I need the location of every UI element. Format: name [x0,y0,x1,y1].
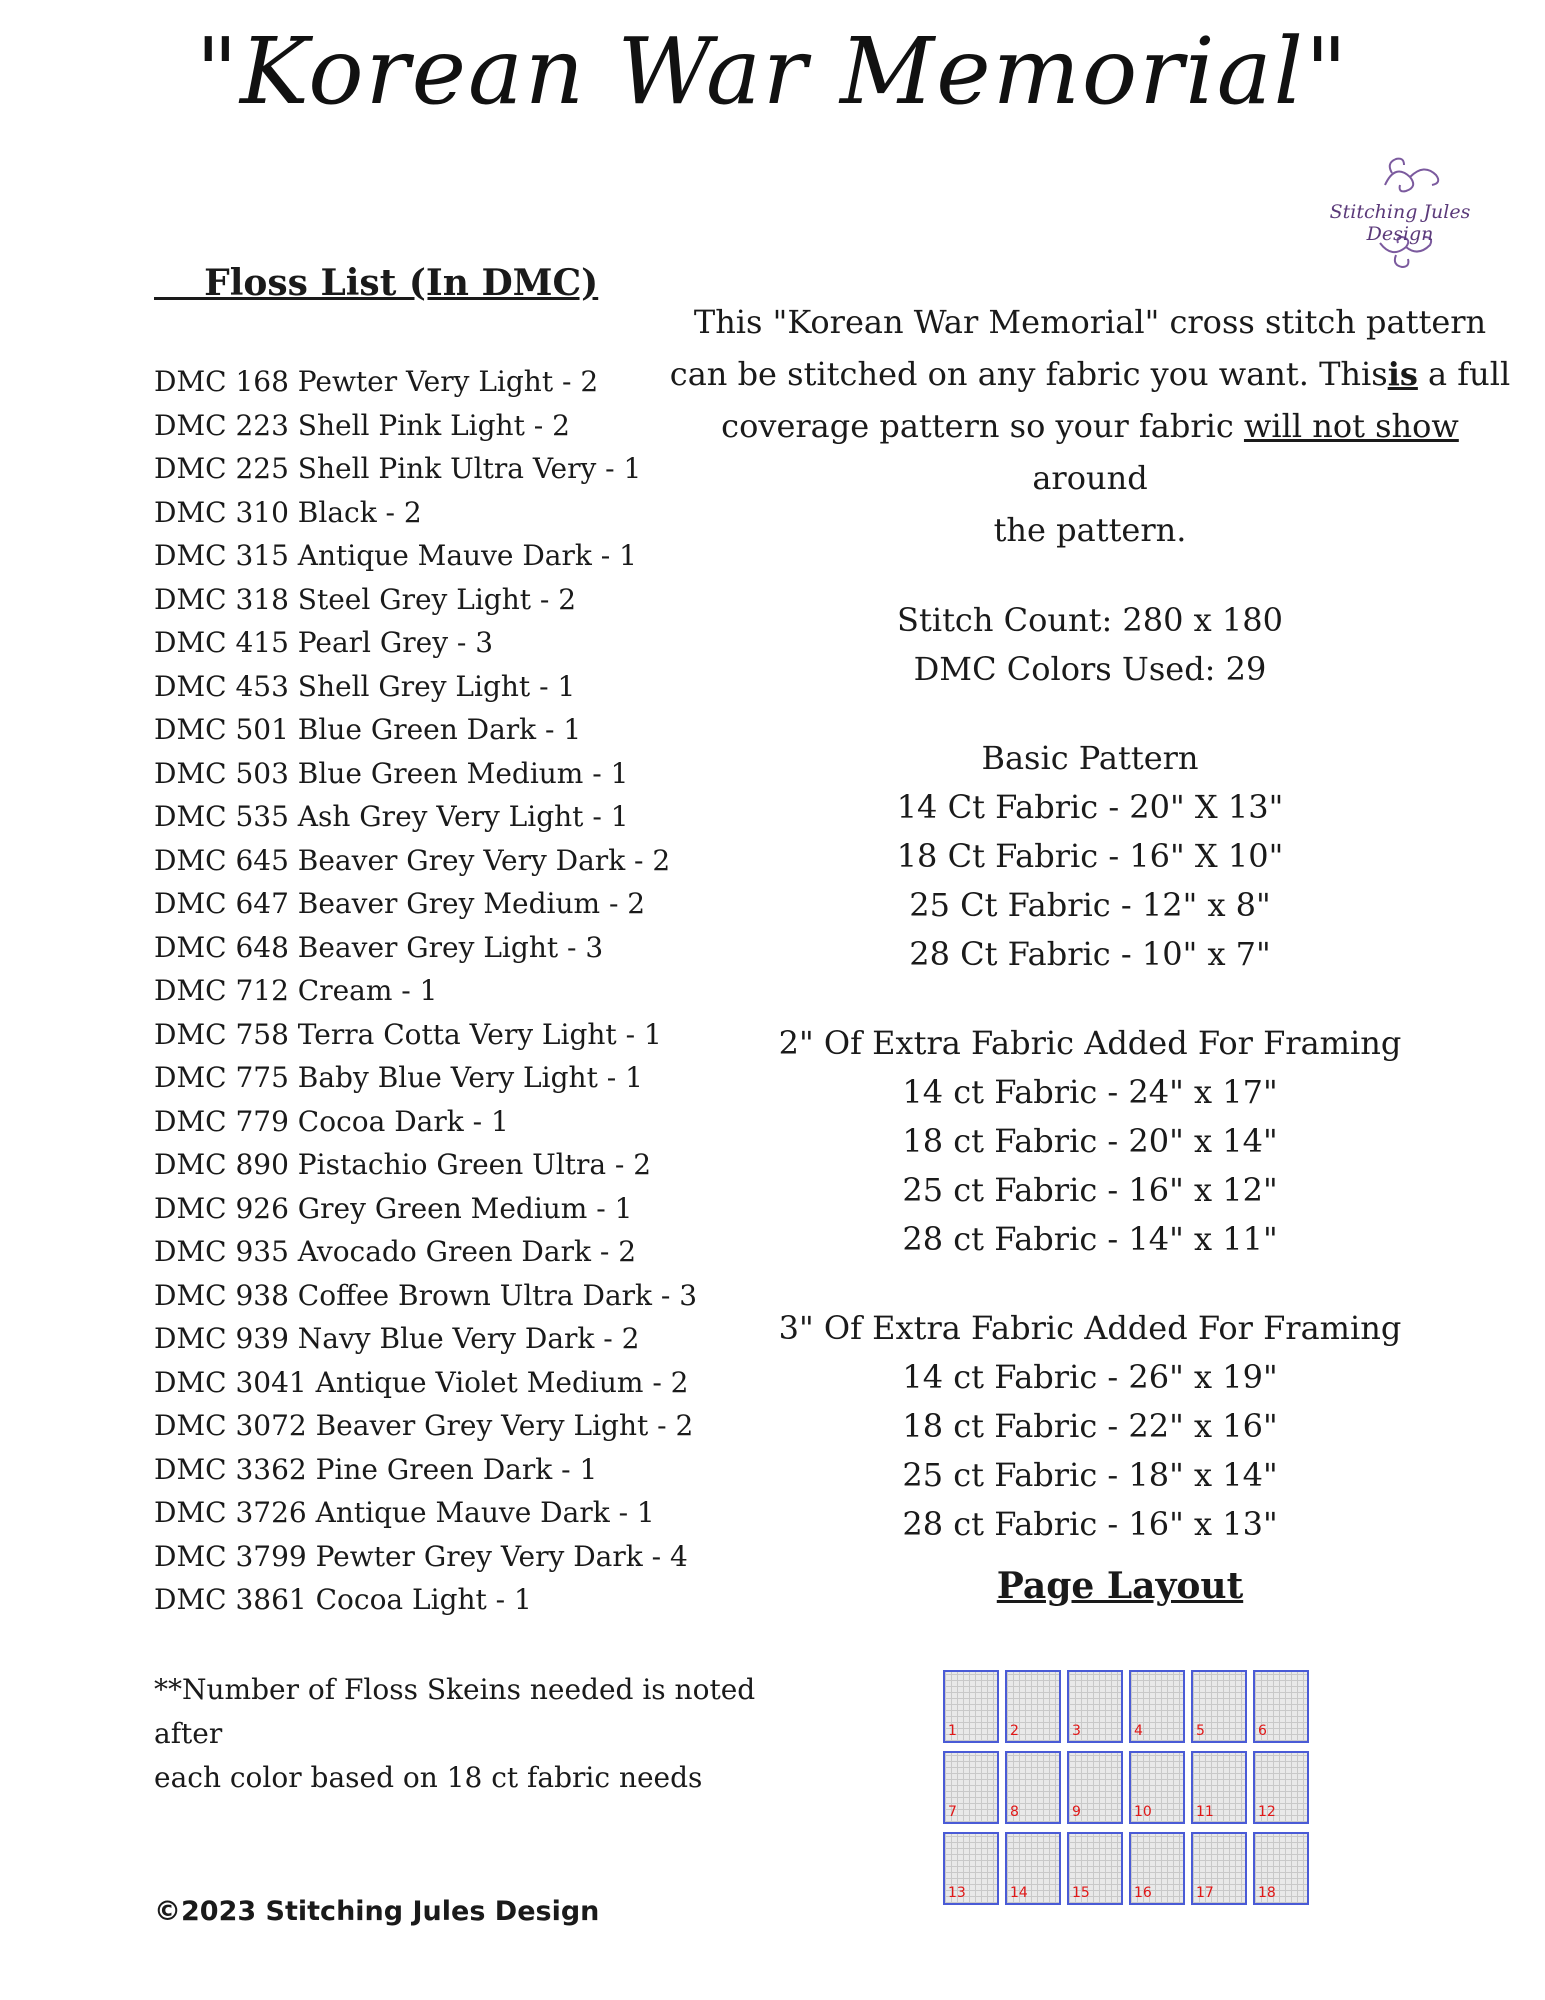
floss-item: DMC 3362 Pine Green Dark - 1 [154,1452,598,1486]
floss-item: DMC 168 Pewter Very Light - 2 [154,365,599,398]
size-row: 25 ct Fabric - 18" x 14" [902,1456,1278,1494]
page-thumbnail [1129,1670,1185,1743]
floss-item: DMC 779 Cocoa Dark - 1 [154,1104,509,1138]
page-thumbnail [943,1670,999,1743]
page-thumbnail [1129,1832,1185,1905]
page-number: 9 [1072,1804,1081,1820]
floss-list [154,360,697,1622]
floss-item: DMC 225 Shell Pink Ultra Very - 1 [154,452,642,485]
intro-line: This "Korean War Memorial" cross stitch pattern [693,303,1487,341]
section-heading: 2" Of Extra Fabric Added For Framing [778,1024,1402,1062]
size-row: 14 ct Fabric - 24" x 17" [902,1073,1278,1111]
page-thumbnail [1191,1832,1247,1905]
page-title: "Korean War Memorial" [195,18,1350,125]
page-thumbnail [1067,1832,1123,1905]
intro-line: can be stitched on any fabric you want. Thisis a full [669,355,1511,393]
page-thumbnail [1253,1751,1309,1824]
floss-item: DMC 535 Ash Grey Very Light - 1 [154,800,629,833]
size-row: 25 ct Fabric - 16" x 12" [902,1171,1278,1209]
size-row: 28 ct Fabric - 14" x 11" [902,1220,1278,1258]
floss-item: DMC 3799 Pewter Grey Very Dark - 4 [154,1539,688,1573]
floss-item: DMC 3861 Cocoa Light - 1 [154,1583,532,1616]
page-thumbnail [1005,1670,1061,1743]
stitch-info [660,596,1520,694]
size-row: 25 Ct Fabric - 12" x 8" [909,886,1271,924]
page-layout-grid [943,1670,1313,1905]
intro-text [660,296,1520,556]
page-thumbnail [1253,1670,1309,1743]
page-thumbnail [1005,1751,1061,1824]
section-heading: 3" Of Extra Fabric Added For Framing [778,1309,1402,1347]
skein-note-line: **Number of Floss Skeins needed is noted after [154,1673,756,1750]
floss-item: DMC 315 Antique Mauve Dark - 1 [154,539,637,572]
floss-item: DMC 935 Avocado Green Dark - 2 [154,1235,637,1268]
page-number: 6 [1258,1723,1267,1739]
floss-item: DMC 3726 Antique Mauve Dark - 1 [154,1496,655,1529]
page-number: 12 [1258,1804,1276,1820]
intro-line: the pattern. [993,511,1187,549]
section-heading: Basic Pattern [981,739,1199,777]
page-number: 18 [1258,1885,1276,1901]
floss-item: DMC 775 Baby Blue Very Light - 1 [154,1061,643,1094]
skein-note [154,1668,794,1800]
page-number: 16 [1134,1885,1152,1901]
page-thumbnail [943,1832,999,1905]
floss-item: DMC 3041 Antique Violet Medium - 2 [154,1365,689,1399]
colors-used: DMC Colors Used: 29 [913,650,1267,688]
floss-item: DMC 645 Beaver Grey Very Dark - 2 [154,843,671,877]
floss-item: DMC 758 Terra Cotta Very Light - 1 [154,1017,662,1051]
size-row: 14 Ct Fabric - 20" X 13" [896,788,1284,826]
floss-item: DMC 712 Cream - 1 [154,974,438,1007]
page-number: 7 [948,1804,957,1820]
floss-item: DMC 939 Navy Blue Very Dark - 2 [154,1322,640,1355]
page-number: 17 [1196,1885,1214,1901]
page-number: 5 [1196,1723,1205,1739]
page-number: 4 [1134,1723,1143,1739]
floss-item: DMC 648 Beaver Grey Light - 3 [154,930,604,964]
page-thumbnail [1253,1832,1309,1905]
page-number: 14 [1010,1885,1028,1901]
page-number: 11 [1196,1804,1214,1820]
page-number: 1 [948,1723,957,1739]
page-number: 13 [948,1885,966,1901]
floss-item: DMC 3072 Beaver Grey Very Light - 2 [154,1409,694,1442]
page-thumbnail [1067,1670,1123,1743]
page-thumbnail [1005,1832,1061,1905]
page-number: 8 [1010,1804,1019,1820]
floss-item: DMC 647 Beaver Grey Medium - 2 [154,887,646,920]
floss-item: DMC 503 Blue Green Medium - 1 [154,756,629,790]
page-number: 15 [1072,1885,1090,1901]
basic-pattern-sizes [660,734,1520,979]
extra-3-inch-sizes [660,1304,1520,1549]
page-thumbnail [1067,1751,1123,1824]
page-thumbnail [1129,1751,1185,1824]
size-row: 28 Ct Fabric - 10" x 7" [909,935,1271,973]
page-layout-heading: Page Layout [996,1565,1244,1607]
logo-text: Stitching Jules Design [1329,201,1471,245]
page-thumbnail [1191,1670,1247,1743]
floss-item: DMC 318 Steel Grey Light - 2 [154,582,577,616]
size-row: 14 ct Fabric - 26" x 19" [902,1358,1278,1396]
floss-item: DMC 310 Black - 2 [154,495,422,529]
size-row: 18 ct Fabric - 20" x 14" [902,1122,1278,1160]
extra-2-inch-sizes [660,1019,1520,1264]
page-number: 3 [1072,1723,1081,1739]
copyright: ©2023 Stitching Jules Design [154,1896,600,1927]
floss-item: DMC 223 Shell Pink Light - 2 [154,408,570,442]
floss-item: DMC 415 Pearl Grey - 3 [154,626,494,659]
intro-line: coverage pattern so your fabric will not show around [721,407,1459,497]
floss-list-heading: Floss List (In DMC) [154,262,599,304]
size-row: 28 ct Fabric - 16" x 13" [902,1505,1278,1543]
page-thumbnail [1191,1751,1247,1824]
floss-item: DMC 938 Coffee Brown Ultra Dark - 3 [154,1278,698,1312]
page-number: 2 [1010,1723,1019,1739]
brand-logo [1300,155,1500,270]
size-row: 18 ct Fabric - 22" x 16" [902,1407,1278,1445]
floss-item: DMC 501 Blue Green Dark - 1 [154,713,582,746]
floss-item: DMC 926 Grey Green Medium - 1 [154,1191,633,1225]
floss-item: DMC 890 Pistachio Green Ultra - 2 [154,1148,652,1181]
stitch-count: Stitch Count: 280 x 180 [897,601,1283,639]
page-number: 10 [1134,1804,1152,1820]
page-thumbnail [943,1751,999,1824]
pattern-info [660,296,1520,1549]
skein-note-line: each color based on 18 ct fabric needs [154,1761,703,1794]
floss-item: DMC 453 Shell Grey Light - 1 [154,669,576,703]
size-row: 18 Ct Fabric - 16" X 10" [896,837,1284,875]
